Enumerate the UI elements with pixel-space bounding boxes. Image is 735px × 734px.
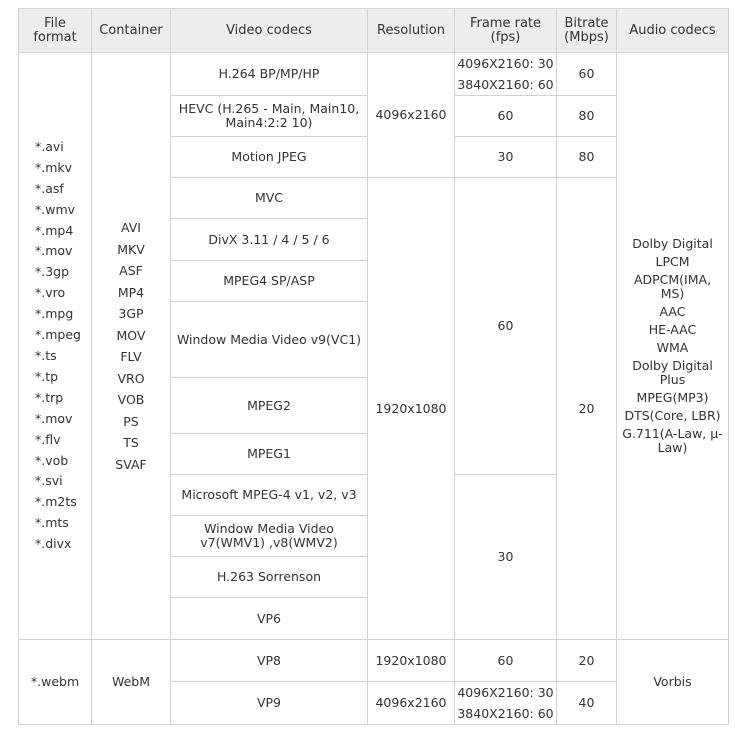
- audio-codec-item: MPEG(MP3): [636, 390, 709, 405]
- file-format-item: *.ts: [35, 348, 57, 363]
- frame-rate-line: 3840X2160: 60: [457, 77, 554, 92]
- codec-cell: Window Media Video v9(VC1): [171, 302, 368, 378]
- file-format-item: *.avi: [35, 138, 64, 154]
- file-format-item: *.svi: [35, 473, 63, 489]
- resolution-cell: 4096x2160: [368, 53, 455, 178]
- bitrate-cell: 40: [557, 682, 617, 725]
- file-format-item: *.flv: [35, 431, 61, 447]
- container-item: PS: [123, 413, 139, 429]
- frame-rate-cell: 60: [455, 640, 557, 682]
- header-row: [19, 9, 729, 53]
- file-format-item: *.mkv: [35, 159, 73, 175]
- container-item: AVI: [121, 220, 141, 235]
- container-item: MOV: [116, 327, 146, 343]
- bitrate-cell: 60: [557, 53, 617, 96]
- codec-cell: H.263 Sorrenson: [171, 557, 368, 598]
- container-item: MP4: [117, 284, 145, 300]
- audio-codec-item: DTS(Core, LBR): [624, 408, 721, 423]
- file-format-list-cell: [19, 53, 92, 640]
- codec-table: [18, 8, 729, 725]
- file-format-item: *.mpg: [35, 306, 74, 322]
- container-item: FLV: [120, 349, 142, 364]
- header-video-codecs: Video codecs: [171, 9, 368, 53]
- codec-cell: Microsoft MPEG-4 v1, v2, v3: [171, 475, 368, 516]
- frame-rate-cell: [455, 53, 557, 96]
- codec-cell: MPEG4 SP/ASP: [171, 261, 368, 302]
- frame-rate-cell: 60: [455, 178, 557, 475]
- bitrate-cell: 80: [557, 137, 617, 178]
- container-list: [96, 217, 166, 475]
- audio-codec-item: HE-AAC: [648, 322, 697, 337]
- container-item: MKV: [117, 241, 145, 257]
- file-format-item: *.vob: [35, 452, 69, 468]
- header-bitrate: Bitrate (Mbps): [557, 9, 617, 53]
- codec-cell: HEVC (H.265 - Main, Main10, Main4:2:2 10): [171, 96, 368, 137]
- file-format-item: *.wmv: [35, 201, 76, 217]
- audio-codec-item: G.711(A-Law, μ-Law): [622, 426, 723, 455]
- resolution-cell: 1920x1080: [368, 640, 455, 682]
- codec-cell: VP6: [171, 598, 368, 640]
- bitrate-cell: 20: [557, 640, 617, 682]
- codec-cell: Window Media Video v7(WMV1) ,v8(WMV2): [171, 516, 368, 557]
- file-format-item: *.vro: [35, 285, 66, 301]
- frame-rate-cell: 30: [455, 137, 557, 178]
- audio-codec-item: Dolby Digital Plus: [632, 358, 713, 387]
- frame-rate-cell: 60: [455, 96, 557, 137]
- table-row: [19, 53, 729, 96]
- frame-rate-line: 4096X2160: 30: [457, 56, 554, 71]
- file-format-item: *.mpeg: [35, 327, 81, 343]
- container-item: 3GP: [118, 306, 144, 321]
- container-item: TS: [123, 435, 139, 450]
- frame-rate-line: 4096X2160: 30: [457, 685, 554, 700]
- file-format-item: *.mp4: [35, 222, 74, 238]
- codec-cell: DivX 3.11 / 4 / 5 / 6: [171, 219, 368, 261]
- file-format-item: *.tp: [35, 368, 59, 384]
- file-format-item: *.3gp: [35, 264, 70, 280]
- file-format-item: *.mts: [35, 515, 69, 531]
- audio-codec-item: LPCM: [655, 254, 690, 269]
- header-file-format: File format: [19, 9, 92, 53]
- audio-codec-list: [621, 237, 724, 455]
- header-container: Container: [92, 9, 171, 53]
- audio-codec-list-cell: [617, 53, 729, 640]
- file-format-list: [23, 137, 87, 555]
- resolution-cell: 4096x2160: [368, 682, 455, 725]
- audio-codec-item: Dolby Digital: [632, 236, 713, 251]
- codec-cell: VP8: [171, 640, 368, 682]
- container-item: VRO: [117, 370, 145, 386]
- codec-cell: MPEG1: [171, 434, 368, 475]
- frame-rate-cell: [455, 682, 557, 725]
- codec-cell: H.264 BP/MP/HP: [171, 53, 368, 96]
- header-audio-codecs: Audio codecs: [617, 9, 729, 53]
- table-row: [19, 640, 729, 682]
- container-item: SVAF: [115, 456, 147, 472]
- container-cell: WebM: [92, 640, 171, 725]
- codec-cell: MVC: [171, 178, 368, 219]
- audio-codec-item: ADPCM(IMA, MS): [633, 272, 712, 301]
- audio-codec-item: AAC: [659, 304, 686, 319]
- file-format-item: *.trp: [35, 389, 64, 405]
- file-format-item: *.asf: [35, 180, 64, 196]
- file-format-item: *.mov: [35, 243, 73, 259]
- container-list-cell: [92, 53, 171, 640]
- bitrate-cell: 20: [557, 178, 617, 640]
- file-format-item: *.divx: [35, 536, 72, 552]
- bitrate-cell: 80: [557, 96, 617, 137]
- container-item: ASF: [119, 263, 143, 278]
- audio-codec-cell: Vorbis: [617, 640, 729, 725]
- file-format-item: *.mov: [35, 410, 73, 426]
- file-format-item: *.m2ts: [35, 494, 77, 510]
- codec-cell: MPEG2: [171, 378, 368, 434]
- codec-cell: Motion JPEG: [171, 137, 368, 178]
- container-item: VOB: [117, 392, 145, 407]
- header-frame-rate: Frame rate (fps): [455, 9, 557, 53]
- header-resolution: Resolution: [368, 9, 455, 53]
- frame-rate-line: 3840X2160: 60: [457, 706, 554, 721]
- audio-codec-item: WMA: [656, 340, 689, 355]
- resolution-cell: 1920x1080: [368, 178, 455, 640]
- codec-cell: VP9: [171, 682, 368, 725]
- file-format-cell: *.webm: [19, 640, 92, 725]
- frame-rate-cell: 30: [455, 475, 557, 640]
